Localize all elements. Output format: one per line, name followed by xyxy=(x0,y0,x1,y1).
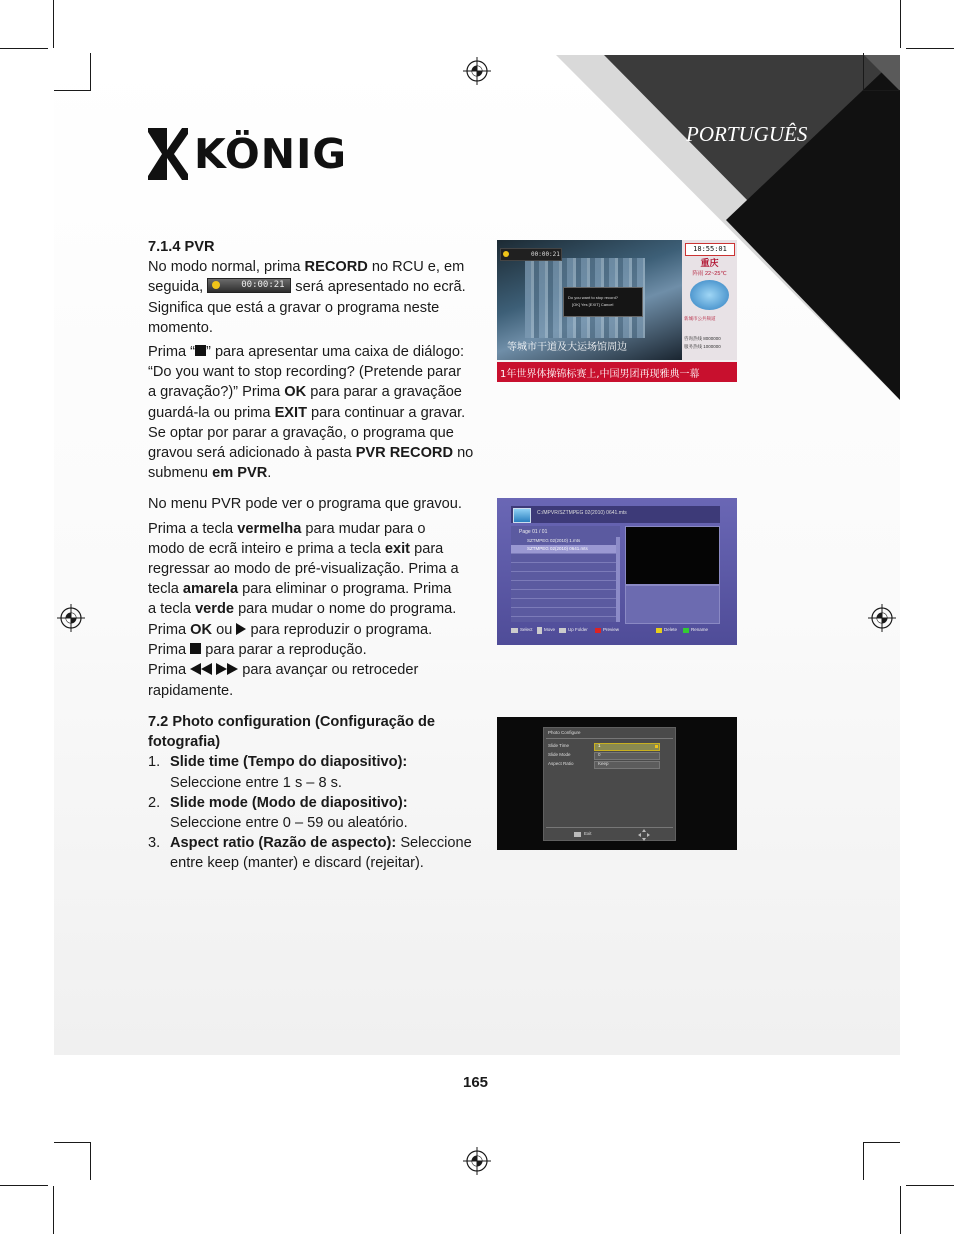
crop-mark xyxy=(90,53,91,91)
hint-label: Rename xyxy=(691,627,709,632)
config-row-aspect-ratio[interactable] xyxy=(544,761,675,768)
text: submenu xyxy=(148,465,213,482)
registration-mark-icon xyxy=(867,603,897,633)
pvr-preview-window xyxy=(625,526,720,585)
list-number: 2. xyxy=(148,794,161,811)
photo-configure-screenshot xyxy=(497,717,737,850)
text: para reproduzir o programa. xyxy=(246,621,433,638)
list-item xyxy=(148,793,493,833)
crop-mark xyxy=(906,48,954,49)
text: para xyxy=(410,540,444,557)
pvr-section xyxy=(148,237,493,701)
crop-mark xyxy=(863,53,864,91)
text-bold: verde xyxy=(195,601,235,618)
crop-mark xyxy=(54,1142,91,1143)
text: no RCU e, em xyxy=(367,259,465,276)
text: para parar a gravaçãoe xyxy=(306,384,462,401)
photo-config-panel xyxy=(543,727,676,841)
tv-side-text: 咨询热线 8000000 xyxy=(684,336,721,341)
crop-mark xyxy=(90,1142,91,1180)
language-label: PORTUGUÊS xyxy=(686,122,808,146)
pvr-scrollbar[interactable] xyxy=(616,537,620,622)
text: guardá-la ou prima xyxy=(148,404,275,421)
registration-mark-icon xyxy=(462,56,492,86)
text: gravou será adicionado à pasta xyxy=(148,445,356,462)
konig-logo xyxy=(148,128,358,182)
text: a tecla xyxy=(148,601,196,618)
photo-config-title: Photo Configure xyxy=(548,730,581,735)
registration-mark-icon xyxy=(56,603,86,633)
pvr-file-name: SZTMPEG 02(2010) 1.mts xyxy=(527,538,581,543)
yellow-key-icon xyxy=(656,628,662,633)
hint-label: Delete xyxy=(664,627,678,632)
pvr-empty-rows xyxy=(511,554,616,622)
registration-mark-icon xyxy=(462,1146,492,1176)
folder-icon xyxy=(513,508,531,523)
list-item-selected[interactable] xyxy=(511,545,616,554)
pvr-heading: 7.1.4 PVR xyxy=(148,239,215,255)
text: entre keep (manter) e discard (rejeitar). xyxy=(170,855,424,872)
pvr-menu-screenshot xyxy=(497,498,737,645)
crop-mark xyxy=(900,0,901,48)
crop-mark xyxy=(0,1185,48,1186)
pvr-page-indicator: Page 01 / 01 xyxy=(519,529,548,535)
rewind-icon xyxy=(190,661,212,681)
text-bold: OK xyxy=(284,384,307,401)
rec-badge-time: 00:00:21 xyxy=(241,280,285,291)
config-value: Keep xyxy=(598,761,609,766)
text-bold: amarela xyxy=(182,581,239,598)
text: modo de ecrã inteiro e prima a tecla xyxy=(148,540,385,557)
divider xyxy=(546,738,673,739)
page-number: 165 xyxy=(463,1074,489,1091)
text: “Do you want to stop recording? (Pretende parar xyxy=(148,364,462,381)
text: para eliminar o programa. Prima xyxy=(238,581,452,598)
photo-section xyxy=(148,712,493,874)
text: Seleccione entre 0 – 59 ou aleatório. xyxy=(170,815,408,832)
config-label: Slide Mode xyxy=(548,752,571,757)
config-value-box[interactable] xyxy=(594,752,660,760)
dpad-icon xyxy=(638,828,650,840)
text-bold: Slide time (Tempo do diapositivo): xyxy=(170,754,408,771)
list-number: 3. xyxy=(148,835,161,852)
tv-side-text: 服务热线 1000000 xyxy=(684,344,721,349)
text: seguida, xyxy=(148,279,208,296)
text: ou xyxy=(212,621,237,638)
text: para avançar ou retroceder xyxy=(238,662,419,679)
updown-key-icon xyxy=(537,627,542,634)
photo-heading: 7.2 Photo configuration (Configuração de xyxy=(148,714,436,730)
crop-mark xyxy=(53,0,54,48)
tv-video-area xyxy=(497,240,682,360)
text: será apresentado no ecrã. xyxy=(291,279,466,296)
stop-icon xyxy=(190,643,201,654)
rec-time: 00:00:21 xyxy=(531,251,560,258)
pvr-path-bar xyxy=(511,506,720,523)
brand-name: KÖNIG xyxy=(194,130,348,178)
text: para continuar a gravar. xyxy=(307,404,466,421)
text-bold: vermelha xyxy=(237,520,302,537)
text: rapidamente. xyxy=(148,683,234,700)
text-bold: RECORD xyxy=(304,259,368,276)
config-label: Slide Time xyxy=(548,743,570,748)
crop-mark xyxy=(906,1185,954,1186)
list-number: 1. xyxy=(148,754,161,771)
config-row-slide-time[interactable] xyxy=(544,743,675,750)
red-key-icon xyxy=(595,628,601,633)
dialog-text: Do you want to stop record? xyxy=(568,295,619,300)
text: Prima “ xyxy=(148,344,196,361)
text-bold: Aspect ratio (Razão de aspecto): xyxy=(170,835,397,852)
tv-side-text: 新城市公共频道 xyxy=(684,316,716,321)
tv-city: 重庆 xyxy=(700,258,719,268)
text-bold: OK xyxy=(190,621,213,638)
exit-label: Exit xyxy=(584,831,592,836)
crop-mark xyxy=(900,1186,901,1234)
photo-heading: fotografia) xyxy=(148,734,221,751)
config-label: Aspect Ratio xyxy=(548,761,574,766)
hint-label: Preview xyxy=(603,627,620,632)
pvr-path: C:/MPVR/SZTMPEG 02(2010) 0641.mts xyxy=(537,510,627,516)
text: No menu PVR pode ver o programa que gravou. xyxy=(148,496,462,513)
pvr-file-list xyxy=(511,526,620,622)
pvr-info-panel xyxy=(625,585,720,624)
text-bold: em PVR xyxy=(212,465,268,482)
pvr-footer-hints xyxy=(511,627,720,637)
pvr-file-name: SZTMPEG 02(2010) 0641.mts xyxy=(527,546,588,551)
tv-ticker-text: 1年世界体操锦标赛上,中国男团再现雅典一幕 xyxy=(500,369,700,380)
tv-caption: 等城市干道及大运场馆周边 xyxy=(507,342,627,353)
config-value: 1 xyxy=(598,743,601,748)
crop-mark xyxy=(53,1186,54,1234)
text: Prima xyxy=(148,662,191,679)
rec-dot-icon xyxy=(212,281,220,289)
rec-overlay xyxy=(500,248,562,261)
config-value-box[interactable] xyxy=(594,743,660,751)
divider xyxy=(546,827,673,828)
crop-mark xyxy=(863,1142,864,1180)
crop-mark xyxy=(54,90,91,91)
dialog-text: [OK] Yes [EXIT] Cancel xyxy=(572,302,614,307)
rec-dot-icon xyxy=(503,251,509,257)
crop-mark xyxy=(863,90,900,91)
rec-badge xyxy=(207,278,291,293)
fast-forward-icon xyxy=(216,661,238,681)
photo-options-list xyxy=(148,752,493,873)
text: . xyxy=(267,465,272,482)
text: Significa que está a gravar o programa neste xyxy=(148,299,440,316)
folder-key-icon xyxy=(559,628,566,633)
text: a gravação?)” Prima xyxy=(148,384,285,401)
text: para parar a reprodução. xyxy=(201,641,367,658)
crop-mark xyxy=(0,48,48,49)
text: momento. xyxy=(148,319,213,336)
hint-label: Up Folder xyxy=(568,627,588,632)
stop-icon xyxy=(195,345,206,356)
text: tecla xyxy=(148,581,183,598)
text: no xyxy=(453,445,474,462)
konig-logo-mark-icon xyxy=(148,128,188,180)
tv-clock: 18:55:01 xyxy=(685,243,735,256)
tv-recording-screenshot xyxy=(497,240,737,382)
text: regressar ao modo de pré-visualização. Prima a xyxy=(148,561,459,578)
green-key-icon xyxy=(683,628,689,633)
weather-icon xyxy=(690,280,729,310)
selection-marker-icon xyxy=(655,745,658,748)
play-icon xyxy=(236,623,246,635)
ok-key-icon xyxy=(511,628,518,633)
text: Se optar por parar a gravação, o programa que xyxy=(148,424,454,441)
text-bold: Slide mode (Modo de diapositivo): xyxy=(170,794,408,811)
tv-ticker xyxy=(497,360,737,382)
hint-label: Select xyxy=(520,627,533,632)
exit-key-icon xyxy=(574,832,581,837)
text: Seleccione xyxy=(396,835,472,852)
text-bold: PVR RECORD xyxy=(355,445,454,462)
list-item xyxy=(148,833,493,873)
config-value-box[interactable] xyxy=(594,761,660,769)
config-row-slide-mode[interactable] xyxy=(544,752,675,759)
text: Prima xyxy=(148,621,191,638)
text: ” para apresentar uma caixa de diálogo: xyxy=(206,344,465,361)
tv-weather: 阵雨 22~25℃ xyxy=(692,271,727,277)
crop-mark xyxy=(863,1142,900,1143)
text: para mudar para o xyxy=(301,520,426,537)
stop-dialog xyxy=(563,287,643,317)
text: Prima xyxy=(148,641,191,658)
text: Prima a tecla xyxy=(148,520,238,537)
text-bold: exit xyxy=(384,540,411,557)
text: No modo normal, prima xyxy=(148,259,305,276)
text: para mudar o nome do programa. xyxy=(234,601,457,618)
text-bold: EXIT xyxy=(274,404,307,421)
tv-side-panel xyxy=(682,240,737,360)
text: Seleccione entre 1 s – 8 s. xyxy=(170,774,342,791)
hint-label: Move xyxy=(544,627,556,632)
list-item xyxy=(148,752,493,792)
config-value: 0 xyxy=(598,752,601,757)
